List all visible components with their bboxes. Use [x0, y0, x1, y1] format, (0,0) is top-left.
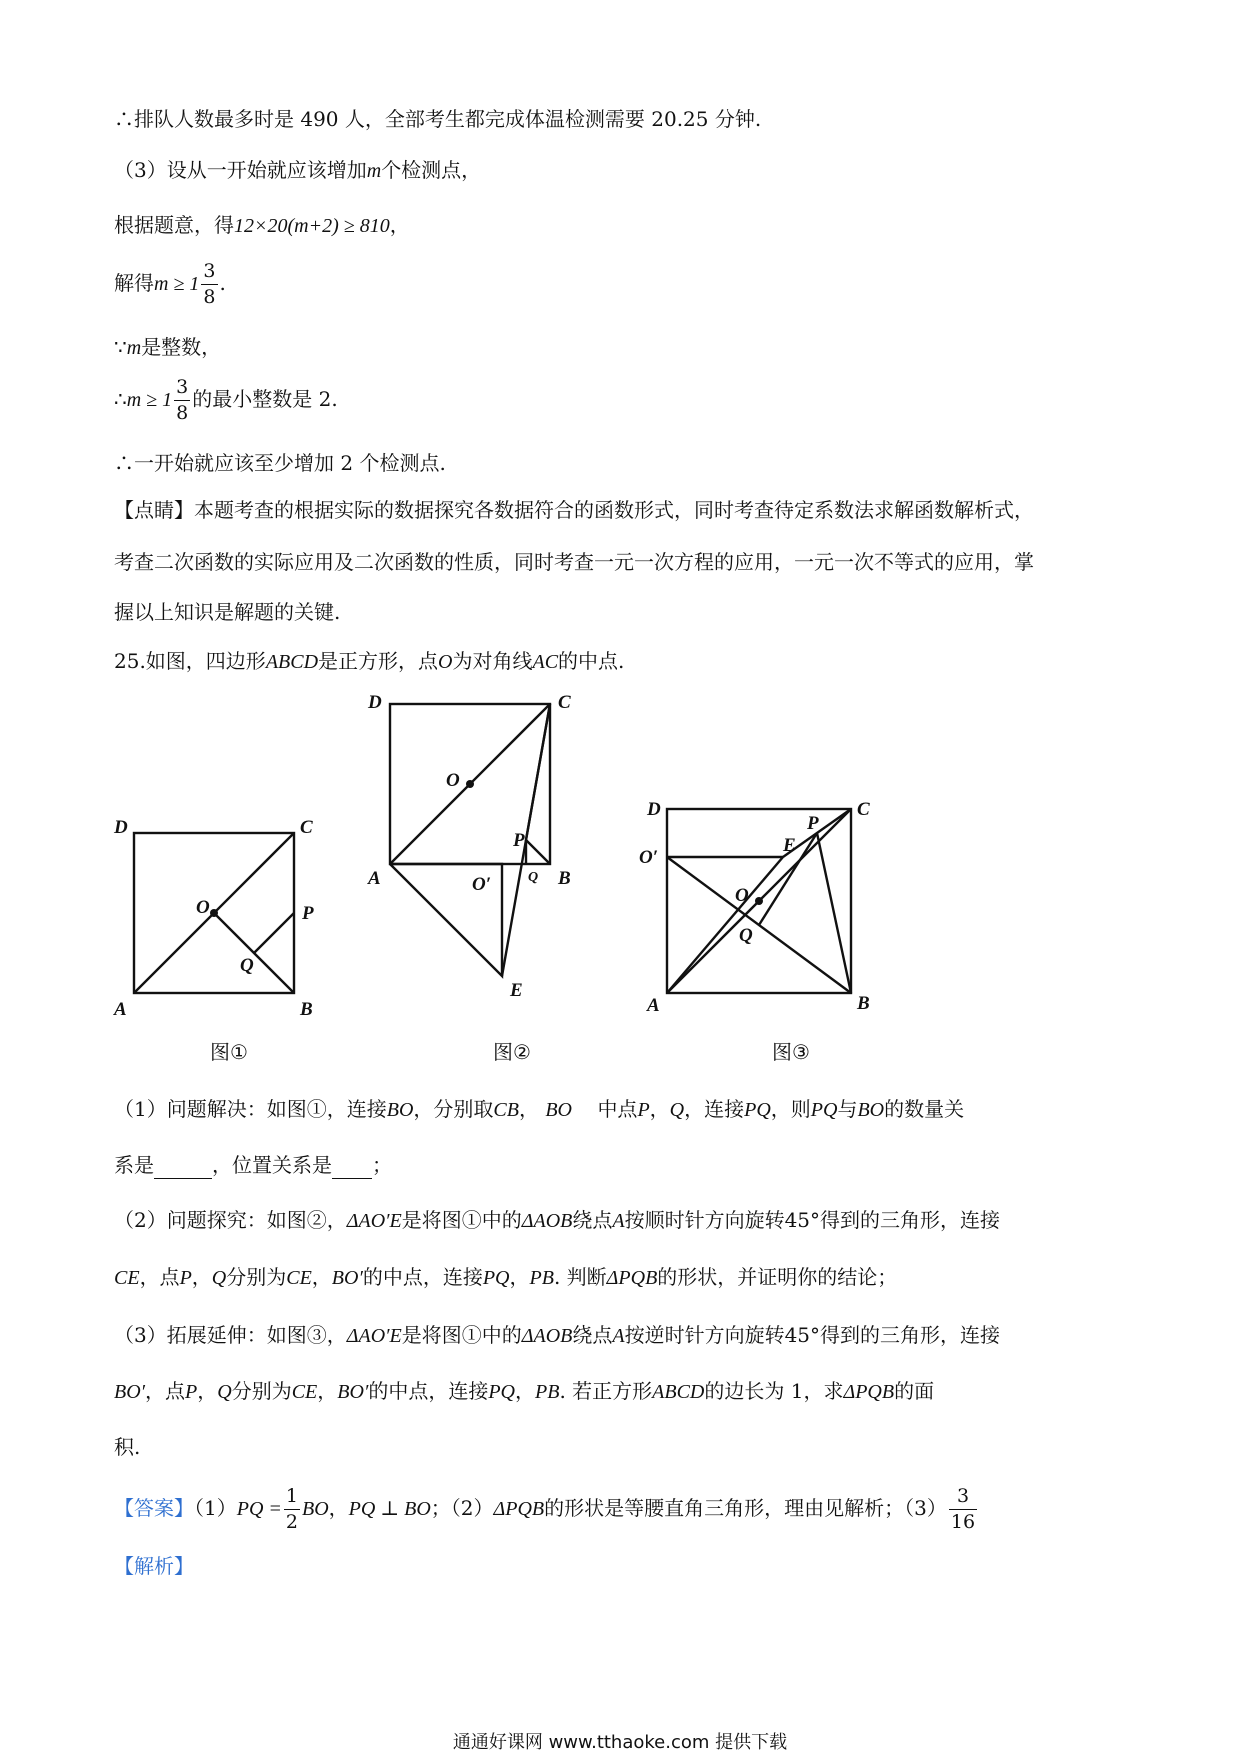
remark-line: 【点睛】本题考查的根据实际的数据探究各数据符合的函数形式，同时考查待定系数法求解函数解析式，	[114, 498, 1034, 522]
point-o	[755, 897, 763, 905]
label-p: P	[513, 830, 525, 851]
label-a: A	[368, 868, 381, 889]
fraction: $\frac{1}{2}$	[285, 1485, 298, 1533]
label-o: O	[735, 885, 749, 906]
segment-pb	[526, 840, 550, 864]
label-e: E	[783, 835, 796, 856]
question-3-end: 积.	[114, 1435, 141, 1459]
question-1: （1）问题解决：如图①，连接BO，分别取CB， BO 中点P，Q，连接PQ，则PQ与BO的数量关	[114, 1097, 965, 1121]
question-2: （2）问题探究：如图②，ΔAO′E是将图①中的ΔAOB绕点A按顺时针方向旋转45°得到的三角形，连接	[114, 1208, 1001, 1232]
solution-line: ∴一开始就应该至少增加 2 个检测点.	[114, 451, 446, 475]
figure-3	[635, 795, 885, 1015]
figure-1-caption: 图①	[210, 1040, 248, 1064]
label-e: E	[510, 980, 523, 1001]
segment-ae	[667, 857, 783, 993]
solution-line: ∵m是整数，	[114, 335, 222, 359]
remark-line: 考查二次函数的实际应用及二次函数的性质，同时考查一元一次方程的应用，一元一次不等式的应用，掌	[114, 550, 1034, 574]
solution-line: ∴排队人数最多时是 490 人，全部考生都完成体温检测需要 20.25 分钟.	[114, 107, 762, 131]
point-o	[210, 909, 218, 917]
answer-tag: 【答案】	[114, 1496, 194, 1520]
label-p: P	[302, 903, 314, 924]
label-d: D	[114, 817, 128, 838]
label-d: D	[647, 799, 661, 820]
label-o: O	[196, 897, 210, 918]
label-b: B	[558, 868, 571, 889]
figure-3-caption: 图③	[772, 1040, 810, 1064]
figure-2-caption: 图②	[493, 1040, 531, 1064]
footer-source: 通通好课网 www.tthaoke.com 提供下载	[452, 1732, 788, 1753]
segment-pb	[817, 833, 851, 993]
figure-1	[110, 815, 330, 1015]
question-3: （3）拓展延伸：如图③，ΔAO′E是将图①中的ΔAOB绕点A按逆时针方向旋转45°得到的三角形，连接	[114, 1323, 1001, 1347]
fraction: $\frac{3}{8}$	[203, 260, 216, 308]
solution-line: （3）设从一开始就应该增加m个检测点，	[114, 158, 482, 182]
analysis-tag: 【解析】	[114, 1554, 194, 1578]
label-q: Q	[240, 955, 254, 976]
label-b: B	[300, 999, 313, 1015]
solution-line: 根据题意，得12×20(m+2) ≥ 810，	[114, 213, 410, 237]
fraction: $\frac{3}{16}$	[950, 1485, 976, 1533]
label-c: C	[857, 799, 870, 820]
solution-line: 解得m ≥ 1 $\frac{3}{8}$ .	[114, 260, 226, 308]
question-2-cont: CE，点P，Q分别为CE，BO′的中点，连接PQ，PB. 判断ΔPQB的形状，并证明你的结论；	[114, 1265, 898, 1289]
figure-2	[360, 684, 600, 1014]
fraction: $\frac{3}{8}$	[176, 376, 189, 424]
problem-statement: 25.如图，四边形ABCD是正方形，点O为对角线AC的中点.	[114, 649, 625, 673]
label-o-prime: O′	[639, 847, 659, 868]
question-3-cont: BO′，点P，Q分别为CE，BO′的中点，连接PQ，PB. 若正方形ABCD的边长为 1，求ΔPQB的面	[114, 1379, 935, 1403]
label-a: A	[114, 999, 127, 1015]
question-1-cont: 系是 ，位置关系是 ；	[114, 1153, 392, 1177]
label-b: B	[857, 993, 870, 1014]
label-q: Q	[739, 925, 753, 946]
segment-pq	[254, 913, 294, 953]
answer-line: 【答案】（1）PQ = $\frac{1}{2}$ BO，PQ ⊥ BO；（2）ΔPQB的形状是等腰直角三角形，理由见解析；（3） $\frac{3}{16}$	[114, 1485, 976, 1533]
answer-blank[interactable]	[154, 1152, 212, 1179]
label-p: P	[807, 813, 819, 834]
solution-line: ∴m ≥ 1 $\frac{3}{8}$ 的最小整数是 2.	[114, 376, 338, 424]
label-q: Q	[528, 870, 539, 885]
point-o	[466, 780, 474, 788]
label-c: C	[558, 692, 571, 713]
label-a: A	[647, 995, 660, 1015]
label-d: D	[368, 692, 382, 713]
label-o: O	[446, 770, 460, 791]
answer-blank[interactable]	[332, 1152, 372, 1179]
label-c: C	[300, 817, 313, 838]
remark-line: 握以上知识是解题的关键.	[114, 600, 341, 624]
label-o-prime: O′	[472, 874, 492, 895]
